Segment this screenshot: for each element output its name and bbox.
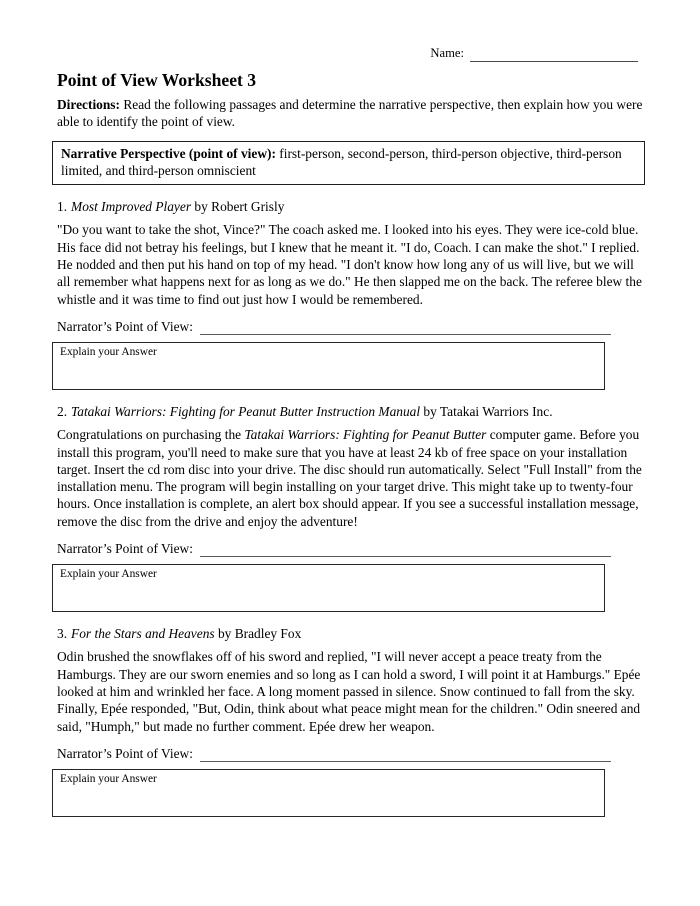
passage-3-number: 3. xyxy=(57,626,68,642)
passage-2-body-italic: Tatakai Warriors: Fighting for Peanut Butter xyxy=(244,427,487,443)
passage-section-1 xyxy=(57,198,643,390)
passage-section-2 xyxy=(57,403,643,612)
definition-box xyxy=(52,141,645,186)
narrator-pov-row-1 xyxy=(57,317,611,335)
narrator-pov-blank-line-2[interactable] xyxy=(200,541,611,557)
passage-1-body xyxy=(57,221,643,307)
directions-label: Directions: xyxy=(57,97,120,112)
passage-2-byline: by Tatakai Warriors Inc. xyxy=(420,403,553,419)
explain-answer-box-3[interactable] xyxy=(52,769,605,817)
passage-2-title: Tatakai Warriors: Fighting for Peanut Butter Instruction Manual xyxy=(71,403,421,419)
explain-answer-label-3: Explain your Answer xyxy=(60,772,157,785)
narrator-pov-row-2 xyxy=(57,539,611,557)
explain-answer-label-1: Explain your Answer xyxy=(60,345,157,358)
narrator-pov-label-2: Narrator’s Point of View: xyxy=(57,540,193,556)
passage-3-body xyxy=(57,648,643,734)
passage-1-title: Most Improved Player xyxy=(71,199,192,215)
passage-2-body xyxy=(57,426,643,530)
narrator-pov-label-3: Narrator’s Point of View: xyxy=(57,745,193,761)
name-label: Name: xyxy=(430,45,464,60)
name-row xyxy=(57,46,638,62)
narrator-pov-row-3 xyxy=(57,744,611,762)
passage-section-3 xyxy=(57,625,643,817)
page-title: Point of View Worksheet 3 xyxy=(57,70,257,90)
passage-1-heading xyxy=(57,198,643,215)
narrator-pov-blank-line-1[interactable] xyxy=(200,319,611,335)
passage-1-byline: by Robert Grisly xyxy=(191,199,285,215)
directions-text: Read the following passages and determine the narrative perspective, then explain how you were able to identify the point of view. xyxy=(57,97,643,130)
explain-answer-box-1[interactable] xyxy=(52,342,605,390)
passage-3-title: For the Stars and Heavens xyxy=(71,626,215,642)
definition-text: first-person, second-person, third-person objective, third-person limited, and third-person omniscient xyxy=(61,145,622,178)
passage-2-heading xyxy=(57,403,643,420)
passage-3-body-text: Odin brushed the snowflakes off of his sword and replied, "I will never accept a peace treaty from the Hamburgs. They are our sworn enemies and so long as I can hold a sword, I will point it at Hamburgs." Epée looked at him and wrinkled her face. A long moment passed in silence. Snow continued to fall from the sky. Finally, Epée responded, "But, Odin, think about what peace might mean for the children." Odin sneered and said, "Humph," but made no further comment. Epée drew her weapon. xyxy=(57,649,641,734)
passage-1-body-text: "Do you want to take the shot, Vince?" The coach asked me. I looked into his eyes. They were ice-cold blue. His face did not betray his feelings, but I knew that he meant it. "I do, Coach. I can make the shot." I replied. He nodded and then put his hand on top of my head. "I don't know how long any of us will live, but we will all remember what happens next for as long as we do." He then slapped me on the back. The referee blew the whistle and it was time to find out just how I would be remembered. xyxy=(57,222,642,307)
passage-1-number: 1. xyxy=(57,199,68,215)
passage-2-body-text: Congratulations on purchasing the xyxy=(57,427,245,443)
explain-answer-label-2: Explain your Answer xyxy=(60,568,157,581)
narrator-pov-label-1: Narrator’s Point of View: xyxy=(57,318,193,334)
passage-3-heading xyxy=(57,625,643,642)
name-blank-line[interactable] xyxy=(470,47,638,62)
passage-3-byline: by Bradley Fox xyxy=(214,626,302,642)
explain-answer-box-2[interactable] xyxy=(52,564,605,612)
definition-label: Narrative Perspective (point of view): xyxy=(61,145,276,161)
narrator-pov-blank-line-3[interactable] xyxy=(200,746,611,762)
passage-2-body-rest: computer game. Before you install this program, you'll need to make sure that you have at least 24 kb of free space on your installation target. Insert the cd rom disc into your drive. The disc should run automatically. Select "Full Install" from the installation menu. The program will begin installing on your target drive. This might take up to twenty-four hours. Once installation is complete, an alert box should appear. If you see a successful installation message, remove the disc from the drive and enjoy the adventure! xyxy=(57,427,642,529)
directions xyxy=(57,96,643,131)
passage-2-number: 2. xyxy=(57,403,68,419)
